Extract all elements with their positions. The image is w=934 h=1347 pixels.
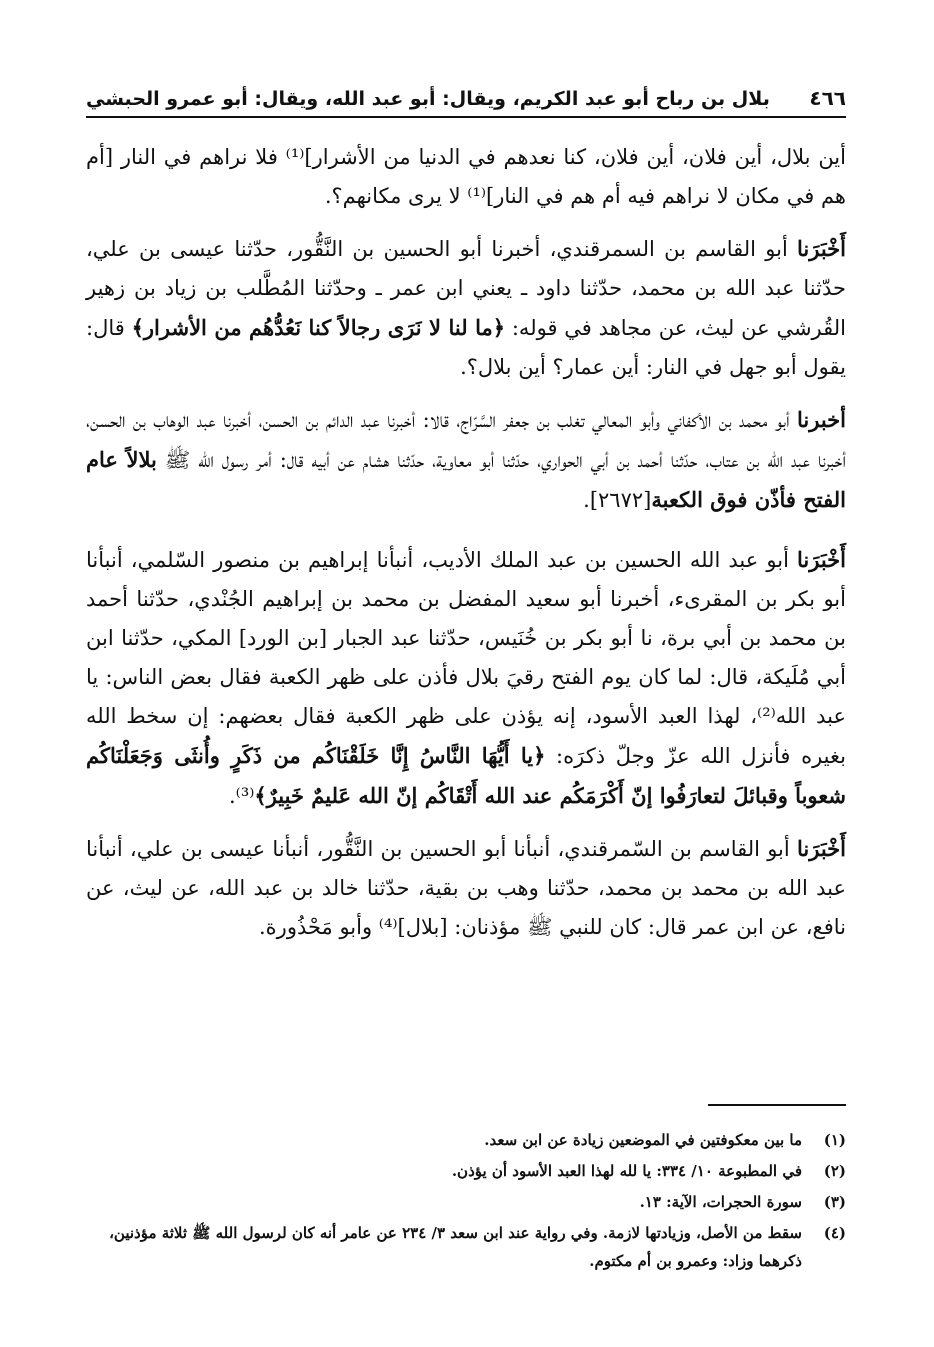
- page-number: ٤٦٦: [809, 86, 846, 110]
- paragraph-lead: أخبرنا: [797, 407, 846, 432]
- footnote-number: (٣): [823, 1193, 846, 1211]
- footnote-number: (٢): [823, 1162, 846, 1180]
- paragraph-4: [86, 540, 846, 816]
- hadith-text: بلالاً عام الفتح فأذّن فوق الكعبة: [86, 447, 846, 512]
- paragraph-1: [86, 138, 846, 216]
- footnote-3: [86, 1188, 846, 1216]
- paragraph-lead: أَخْبَرَنا: [797, 236, 846, 261]
- main-text: [86, 138, 846, 947]
- footnote-4: [86, 1219, 846, 1275]
- paragraph-lead: أَخْبَرَنا: [797, 836, 846, 861]
- footnote-text: سورة الحجرات، الآية: ١٣.: [639, 1193, 802, 1211]
- footnote-number: (١): [823, 1131, 846, 1149]
- paragraph-text: أبو القاسم بن السّمرقندي، أنبأنا أبو الحسين بن النَّقُّور، أنبأنا عيسى بن علي، أنبأنا عبد الله بن محمد بن محمد، حدّثنا وهب بن بقية، حدّثنا خالد بن عبد الله، عن ليث، عن نافع، عن ابن عمر قال: كان للنبي ﷺ مؤذنان: [بلال]⁽⁴⁾ وأبو مَحْذُورة.: [86, 837, 846, 939]
- footnotes: [86, 1126, 846, 1278]
- footnote-number: (٤): [823, 1224, 846, 1242]
- running-title: بلال بن رباح أبو عبد الكريم، ويقال: أبو عبد الله، ويقال: أبو عمرو الحبشي: [86, 88, 770, 110]
- footnote-text: ما بين معكوفتين في الموضعين زيادة عن ابن سعد.: [484, 1131, 802, 1149]
- quran-verse: ﴿يا أَيُّهَا النَّاسُ إِنَّا خَلَقْنَاكُم من ذَكَرٍ وأُنثَى وَجَعَلْنَاكُم شعوباً وقبائلَ لتعارَفُوا إنّ أَكْرَمَكُم عند الله أَتْقَاكُم إنّ الله عَليمٌ خَبِيرٌ﴾: [86, 743, 846, 808]
- paragraph-lead: أَخْبَرَنا: [797, 547, 846, 572]
- footnote-1: [86, 1126, 846, 1154]
- footnote-2: [86, 1157, 846, 1185]
- paragraph-2: [86, 229, 846, 387]
- paragraph-5: [86, 829, 846, 947]
- paragraph-text-end: قال: يقول أبو جهل في النار: أين عمار؟ أين بلال؟.: [86, 316, 846, 379]
- paragraph-text-end: [٢٦٧٢].: [583, 488, 652, 512]
- paragraph-text: أبو القاسم بن السمرقندي، أخبرنا أبو الحسين بن النَّقُّور، حدّثنا عيسى بن علي، حدّثنا عبد الله بن محمد، حدّثنا داود ـ يعني ابن عمر ـ وحدّثنا المُطَّلب بن زياد بن زهير القُرشي عن ليث، عن مجاهد في قوله:: [86, 237, 846, 340]
- footnote-divider: [708, 1104, 846, 1106]
- document-page: [86, 66, 846, 1306]
- paragraph-text: أبو محمد بن الأكفاني وأبو المعالي تغلب بن جعفر السَّرّاج، قالا: أخبرنا عبد الدائم بن الحسن، أخبرنا عبد الوهاب بن الحسن، أخبرنا عبد الله بن عتاب، حدّثنا أحمد بن أبي الحواري، حدّثنا أبو معاوية، حدّثنا هشام عن أبيه قال: أمر رسول الله ﷺ: [86, 408, 847, 472]
- footnote-text: سقط من الأصل، وزيادتها لازمة. وفي رواية عند ابن سعد ٣/ ٢٣٤ عن عامر أنه كان لرسول الله ﷺ ثلاثة مؤذنين، ذكرهما وزاد: وعمرو بن أم مكتوم.: [109, 1224, 802, 1270]
- quran-verse: ﴿ما لنا لا نَرَى رجالاً كنا نَعُدُّهُم من الأشرار﴾: [131, 315, 506, 340]
- page-header: [86, 66, 846, 118]
- paragraph-text: أين بلال، أين فلان، أين فلان، كنا نعدهم في الدنيا من الأشرار]⁽¹⁾ فلا نراهم في النار [أم هم في مكان لا نراهم فيه أم هم في النار]⁽¹⁾ لا يرى مكانهم؟.: [86, 145, 846, 208]
- paragraph-text-end: ⁽³⁾.: [228, 784, 255, 808]
- footnote-text: في المطبوعة ١٠/ ٣٣٤: يا لله لهذا العبد الأسود أن يؤذن.: [451, 1162, 802, 1180]
- paragraph-text: أبو عبد الله الحسين بن عبد الملك الأديب، أنبأنا إبراهيم بن منصور السّلمي، أنبأنا أبو بكر بن المقرىء، أخبرنا أبو سعيد المفضل بن محمد بن إبراهيم الجُنْدي، حدّثنا أحمد بن محمد بن أبي برة، نا أبو بكر بن خُنَيس، حدّثنا عبد الجبار [بن الورد] المكي، حدّثنا ابن أبي مُلَيكة، قال: لما كان يوم الفتح رقيَ بلال فأذن على ظهر الكعبة فقال بعض الناس: يا عبد الله⁽²⁾، لهذا العبد الأسود، إنه يؤذن على ظهر الكعبة فقال بعضهم: إن سخط الله بغيره فأنزل الله عزّ وجلّ ذكرَه:: [86, 548, 846, 768]
- paragraph-3: [86, 400, 846, 520]
